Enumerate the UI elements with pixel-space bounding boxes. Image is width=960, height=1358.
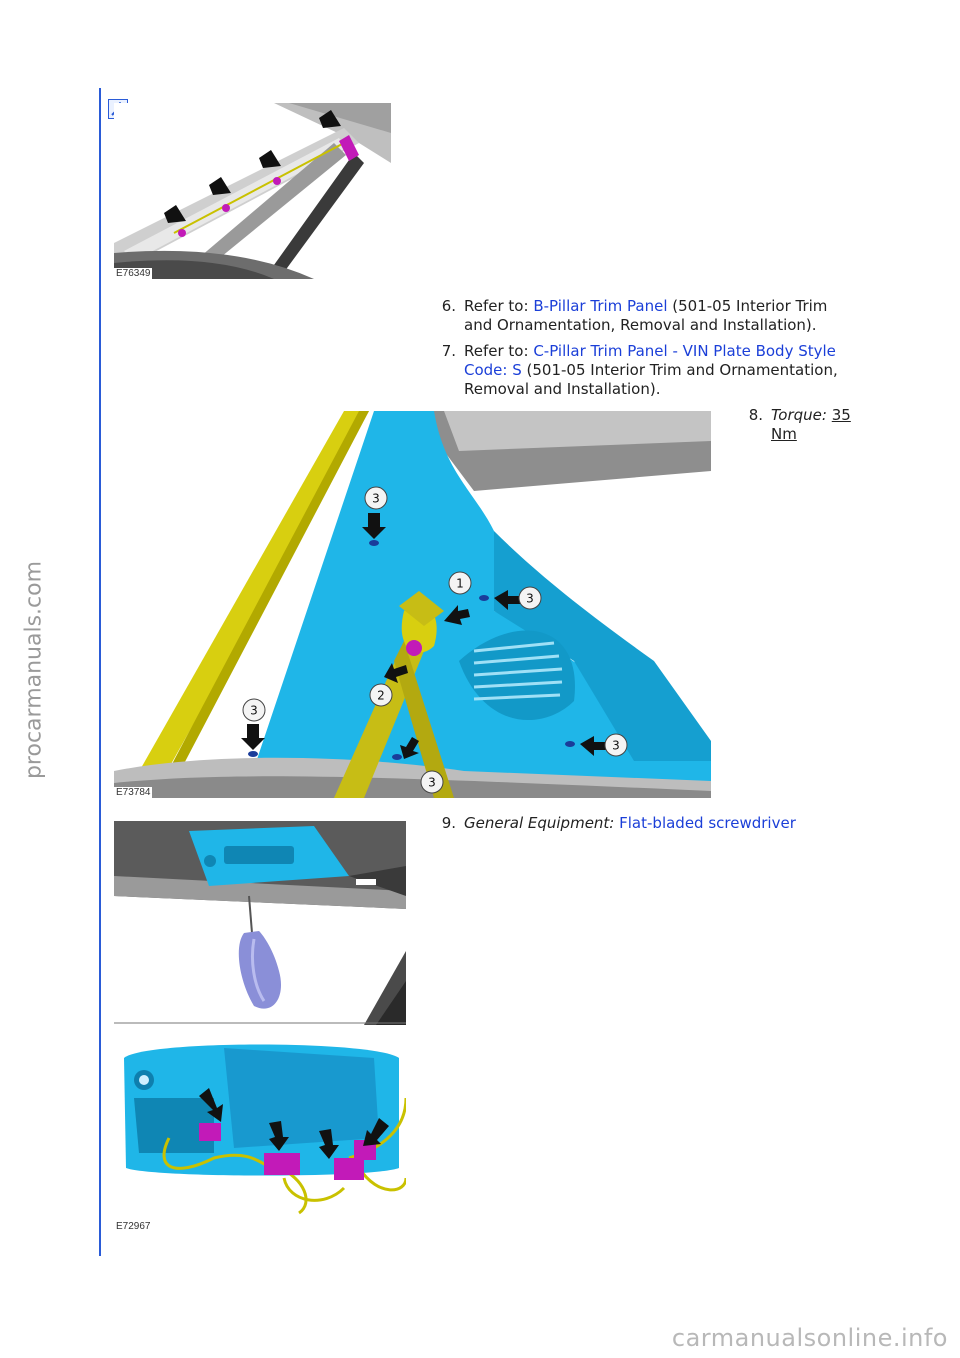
- callout-label: 3: [372, 491, 380, 506]
- b-pillar-trim-panel-link[interactable]: B-Pillar Trim Panel: [533, 297, 668, 315]
- callout-label: 3: [526, 591, 534, 606]
- step-number: 8.: [748, 406, 763, 424]
- side-watermark-text: procarmanuals.com: [21, 560, 47, 780]
- step-7-line-2: [464, 361, 874, 380]
- step-8-line-1: [771, 406, 881, 425]
- step-6-suffix: (501-05 Interior Trim: [667, 297, 828, 315]
- flat-bladed-screwdriver-link[interactable]: Flat-bladed screwdriver: [619, 814, 796, 832]
- step-6: [434, 297, 874, 337]
- step-number: 6.: [441, 297, 456, 315]
- callout-label: 3: [612, 738, 620, 753]
- figure-code: E76349: [116, 268, 151, 279]
- callout-label: 2: [377, 688, 385, 703]
- torque-label: Torque:: [771, 406, 827, 424]
- callout-label: 3: [250, 703, 258, 718]
- callout-2: [369, 683, 393, 711]
- figure-overhead-console-removal: [114, 821, 406, 1025]
- callout-3: [364, 486, 388, 514]
- step-9: [434, 814, 874, 836]
- c-pillar-trim-panel-link[interactable]: C-Pillar Trim Panel - VIN Plate Body Style: [533, 342, 836, 360]
- bottom-watermark: carmanualsonline.info: [671, 1324, 948, 1352]
- figure-console-connectors: [114, 1028, 406, 1232]
- figure-code: E73784: [116, 787, 151, 798]
- step-7: [434, 342, 874, 402]
- left-margin-rule: [99, 88, 101, 1256]
- step-7-suffix: (501-05 Interior Trim and Ornamentation,: [521, 361, 838, 379]
- figure-b-pillar: [114, 103, 391, 279]
- torque-value: 35: [831, 406, 851, 424]
- step-7-line-3: Removal and Installation).: [464, 380, 661, 398]
- callout-3: [242, 698, 266, 726]
- callout-1: [448, 571, 472, 599]
- side-watermark: [14, 560, 54, 780]
- refer-to-label: Refer to:: [464, 297, 534, 315]
- step-number: 7.: [441, 342, 456, 360]
- step-6-line-1: [464, 297, 874, 316]
- step-8: [741, 406, 881, 446]
- callout-label: 3: [428, 775, 436, 790]
- callout-3: [604, 733, 628, 761]
- step-number: 9.: [441, 814, 456, 832]
- refer-to-label: Refer to:: [464, 342, 534, 360]
- general-equipment-label: General Equipment:: [464, 814, 615, 832]
- c-pillar-trim-panel-link-cont[interactable]: Code: S: [464, 361, 522, 379]
- step-6-line-2: and Ornamentation, Removal and Installation).: [464, 316, 817, 334]
- callout-3: [518, 586, 542, 614]
- callout-label: 1: [456, 576, 464, 591]
- figure-code: E72967: [116, 1221, 151, 1232]
- callout-3: [420, 770, 444, 798]
- torque-unit: Nm: [771, 425, 797, 443]
- step-7-line-1: [464, 342, 874, 361]
